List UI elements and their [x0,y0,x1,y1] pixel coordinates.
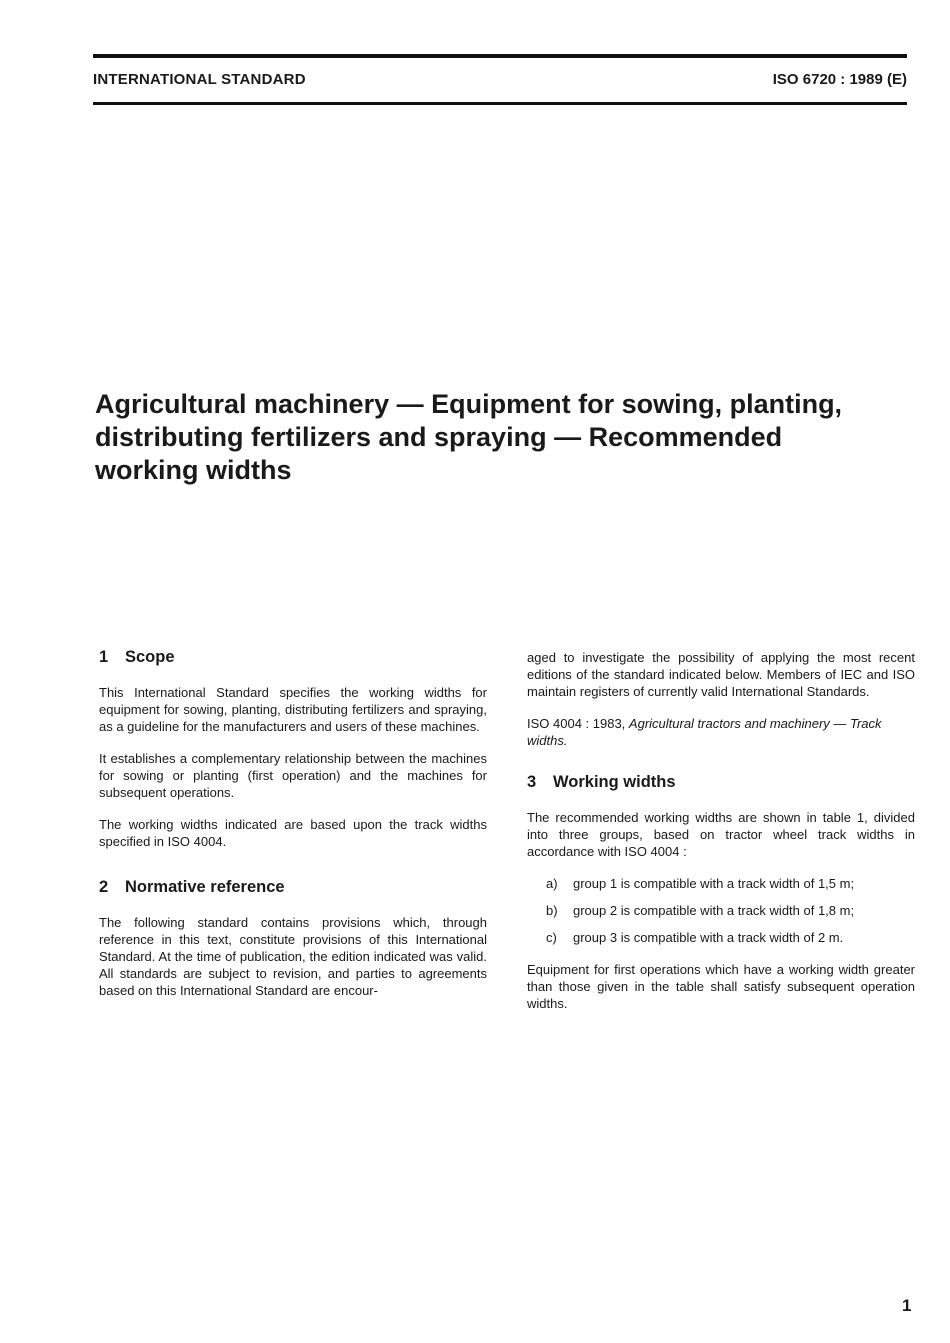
list-item-text: group 1 is compatible with a track width of 1,5 m; [573,876,855,891]
list-item-text: group 2 is compatible with a track width of 1,8 m; [573,903,855,918]
working-widths-paragraph-1: The recommended working widths are shown in table 1, divided into three groups, based on tractor wheel track widths in accordance with ISO 4004 : [527,810,915,859]
title-line-2: distributing fertilizers and spraying — Recommended [95,422,783,452]
normative-reference-entry [527,715,915,749]
section-number: 3 [527,773,537,791]
section-number: 1 [99,648,109,666]
section-number: 2 [99,878,109,896]
working-widths-paragraph-2: Equipment for first operations which have a working width greater than those given in the table shall satisfy subsequent operation widths. [527,962,915,1011]
normative-paragraph-continued: aged to investigate the possibility of applying the most recent editions of the standard indicated below. Members of IEC and ISO maintain registers of currently valid International Standards. [527,650,915,699]
list-item-label: c) [546,930,557,945]
scope-paragraph-3: The working widths indicated are based upon the track widths specified in ISO 4004. [99,817,487,849]
list-item [527,875,915,892]
scope-paragraph-1: This International Standard specifies the working widths for equipment for sowing, planting, distributing fertilizers and spraying, as a guideline for the manufacturers and users of these machines. [99,685,487,734]
scope-paragraph-2: It establishes a complementary relationship between the machines for sowing or planting (first operation) and the machines for subsequent operations. [99,751,487,800]
section-title: Working widths [553,773,676,791]
header-document-type: INTERNATIONAL STANDARD [93,71,306,88]
section-heading-scope [99,646,487,668]
right-column [527,649,915,1027]
reference-title: Agricultural tractors and machinery — Track widths. [527,716,882,748]
normative-paragraph: The following standard contains provisions which, through reference in this text, constitute provisions of this International Standard. At the time of publication, the edition indicated was valid. All standards are subject to revision, and parties to agreements based on this International Standard are encour- [99,915,487,998]
list-item [527,902,915,919]
left-column [99,646,487,1014]
list-item-label: a) [546,876,558,891]
header-top-rule [93,54,907,58]
reference-code: ISO 4004 : 1983, [527,716,626,731]
page-number: 1 [902,1296,912,1315]
section-title: Scope [125,648,175,666]
header-standard-number: ISO 6720 : 1989 (E) [772,71,907,88]
list-item-text: group 3 is compatible with a track width of 2 m. [573,930,844,945]
header-bottom-rule [93,102,907,105]
list-item [527,929,915,946]
section-heading-working-widths [527,771,915,793]
section-title: Normative reference [125,878,285,896]
track-width-groups-list [527,875,915,946]
title-line-3: working widths [95,455,292,485]
document-title [95,388,925,487]
list-item-label: b) [546,903,558,918]
section-heading-normative-reference [99,876,487,898]
title-line-1: Agricultural machinery — Equipment for sowing, planting, [95,389,843,419]
